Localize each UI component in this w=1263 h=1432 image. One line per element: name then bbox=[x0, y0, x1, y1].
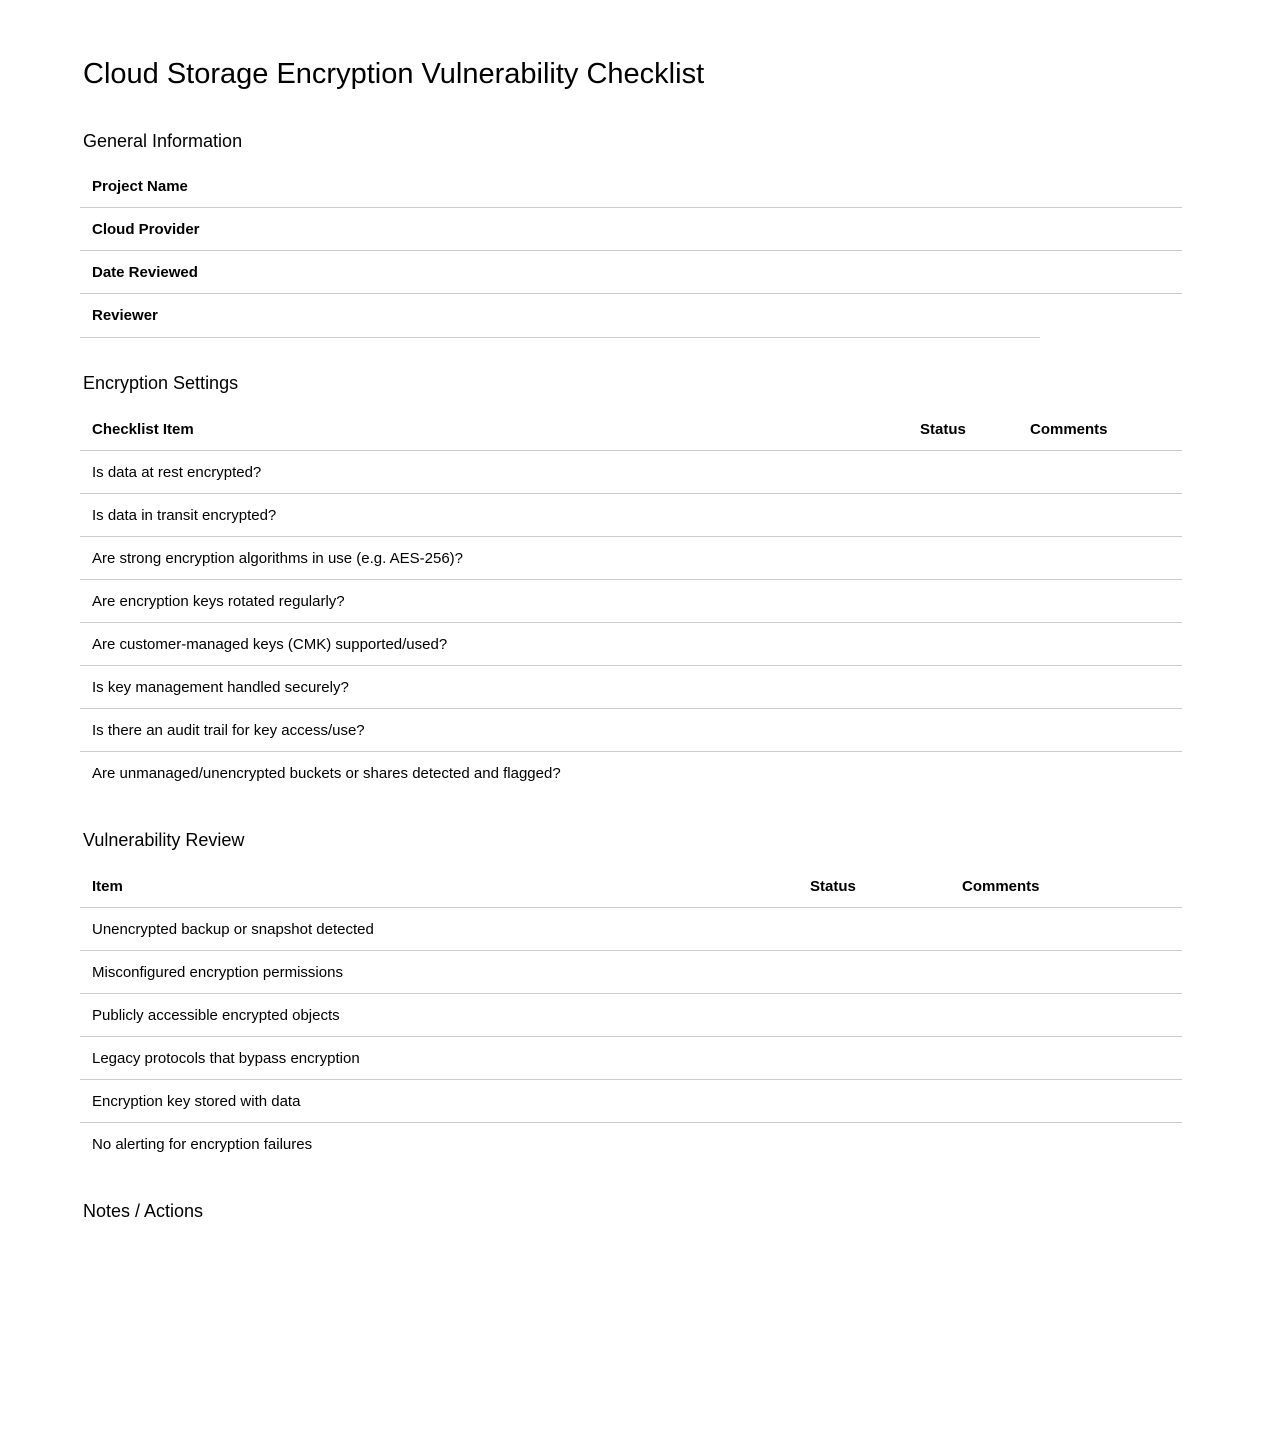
vulnerability-row bbox=[80, 1080, 1182, 1123]
vulnerability-item-text: No alerting for encryption failures bbox=[92, 1136, 313, 1153]
checklist-row bbox=[80, 623, 1182, 666]
checklist-row bbox=[80, 580, 1182, 623]
vulnerability-item-text: Publicly accessible encrypted objects bbox=[92, 1006, 340, 1024]
page-title: Cloud Storage Encryption Vulnerability Checklist bbox=[83, 58, 705, 90]
checklist-item-text: Is data in transit encrypted? bbox=[92, 506, 277, 524]
checklist-item-text: Are customer-managed keys (CMK) supported/used? bbox=[92, 635, 448, 653]
vulnerability-row bbox=[80, 1037, 1182, 1080]
vulnerability-row bbox=[80, 908, 1182, 951]
checklist-item-text: Is there an audit trail for key access/use? bbox=[92, 721, 365, 739]
vulnerability-item-text: Misconfigured encryption permissions bbox=[92, 963, 343, 981]
checklist-item-text: Is key management handled securely? bbox=[92, 678, 349, 696]
field-label-cloud-provider: Cloud Provider bbox=[92, 220, 200, 238]
field-label-date-reviewed: Date Reviewed bbox=[92, 263, 198, 281]
column-header-status: Status bbox=[920, 420, 966, 438]
column-header-comments: Comments bbox=[962, 877, 1040, 895]
vulnerability-review-header-row bbox=[80, 865, 1182, 908]
section-heading-notes-actions: Notes / Actions bbox=[83, 1201, 204, 1221]
column-header-item: Item bbox=[92, 877, 123, 895]
column-header-status: Status bbox=[810, 877, 856, 895]
section-heading-encryption-settings: Encryption Settings bbox=[83, 373, 239, 393]
checklist-item-text: Are encryption keys rotated regularly? bbox=[92, 592, 345, 610]
general-info-row-date-reviewed bbox=[80, 251, 1182, 294]
section-heading-general-information: General Information bbox=[83, 131, 243, 151]
vulnerability-review-table bbox=[80, 865, 1182, 1166]
vulnerability-item-text: Unencrypted backup or snapshot detected bbox=[92, 920, 374, 938]
checklist-row bbox=[80, 537, 1182, 580]
checklist-row bbox=[80, 709, 1182, 752]
vulnerability-item-text: Encryption key stored with data bbox=[92, 1092, 301, 1110]
checklist-row bbox=[80, 494, 1182, 537]
checklist-row bbox=[80, 752, 1182, 795]
vulnerability-row bbox=[80, 951, 1182, 994]
field-label-reviewer: Reviewer bbox=[92, 307, 158, 324]
checklist-item-text: Are strong encryption algorithms in use (e.g. AES-256)? bbox=[92, 549, 464, 567]
checklist-item-text: Are unmanaged/unencrypted buckets or shares detected and flagged? bbox=[92, 765, 561, 782]
column-header-checklist-item: Checklist Item bbox=[92, 420, 194, 438]
checklist-row bbox=[80, 451, 1182, 494]
column-header-comments: Comments bbox=[1030, 420, 1108, 438]
vulnerability-row bbox=[80, 1123, 1182, 1166]
vulnerability-item-text: Legacy protocols that bypass encryption bbox=[92, 1049, 360, 1067]
general-info-row-reviewer bbox=[80, 294, 1182, 337]
checklist-row bbox=[80, 666, 1182, 709]
general-info-row-project-name bbox=[80, 165, 1182, 208]
vulnerability-row bbox=[80, 994, 1182, 1037]
checklist-item-text: Is data at rest encrypted? bbox=[92, 463, 262, 481]
encryption-settings-header-row bbox=[80, 408, 1182, 451]
document-page bbox=[0, 57, 1263, 1432]
section-heading-vulnerability-review: Vulnerability Review bbox=[83, 830, 245, 850]
general-info-row-cloud-provider bbox=[80, 208, 1182, 251]
field-label-project-name: Project Name bbox=[92, 177, 188, 195]
encryption-settings-table bbox=[80, 408, 1182, 795]
reviewer-fill-line bbox=[80, 337, 1040, 338]
general-info-table bbox=[80, 165, 1182, 338]
